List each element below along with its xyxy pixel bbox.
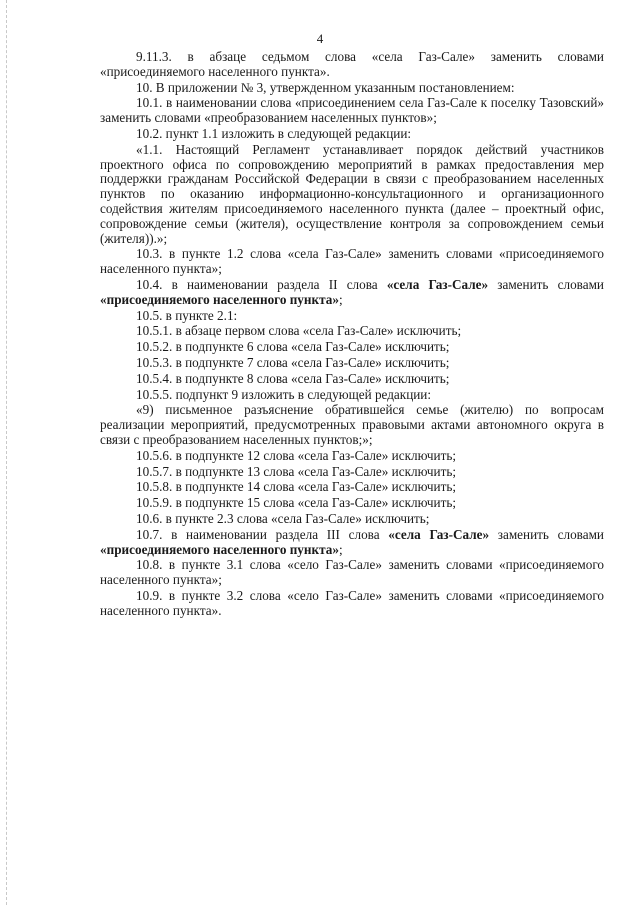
text-run: 10.5.6. в подпункте 12 слова «села Газ-Сале» исключить;	[136, 447, 457, 463]
paragraph	[100, 388, 604, 403]
text-run: 10.2. пункт 1.1 изложить в следующей редакции:	[136, 125, 412, 141]
paragraph	[100, 278, 604, 308]
paragraph	[100, 324, 604, 339]
text-run: «1.1. Настоящий Регламент устанавливает порядок действий участников проектного офиса по сопровождению мероприятий в рамках предоставления мер поддержки гражданам Российской Федерации в связи с преобразованием населенных пунктов по оказанию информационно-консультационного и организационного содействия жителям присоединяемого населенного пункта (далее – проектный офис, сопровождение семьи (жителя), осуществление контроля за сопровождением семьи (жителя)).»;	[100, 141, 604, 246]
paragraph	[100, 356, 604, 371]
document-body	[100, 50, 604, 618]
paragraph	[100, 81, 604, 96]
text-run: 10.7. в наименовании раздела III слова	[136, 526, 389, 542]
text-run: 10.5.5. подпункт 9 изложить в следующей редакции:	[136, 386, 432, 402]
paragraph	[100, 96, 604, 126]
text-run: 10.8. в пункте 3.1 слова «село Газ-Сале» заменить словами «присоединяемого населенного пункта»;	[100, 557, 604, 588]
text-run: 10.5.9. в подпункте 15 слова «села Газ-Сале» исключить;	[136, 495, 457, 511]
paragraph	[100, 496, 604, 511]
text-run: заменить словами	[488, 276, 604, 292]
paragraph	[100, 558, 604, 588]
text-run: ;	[338, 541, 343, 557]
bold-text: «присоединяемого населенного пункта»	[100, 541, 339, 557]
page-number: 4	[316, 31, 324, 46]
paragraph	[100, 528, 604, 558]
paragraph	[100, 247, 604, 277]
paragraph	[100, 340, 604, 355]
text-run: 10.5.3. в подпункте 7 слова «села Газ-Сале» исключить;	[136, 354, 450, 370]
text-run: ;	[338, 291, 343, 307]
paragraph	[100, 512, 604, 527]
text-run: заменить словами	[489, 526, 604, 542]
text-run: 10. В приложении № 3, утвержденном указанным постановлением:	[136, 79, 515, 95]
bold-text: «села Газ-Сале»	[386, 276, 489, 292]
text-run: 10.5.4. в подпункте 8 слова «села Газ-Сале» исключить;	[136, 370, 450, 386]
text-run: 10.5. в пункте 2.1:	[136, 307, 238, 323]
text-run: 10.9. в пункте 3.2 слова «село Газ-Сале» заменить словами «присоединяемого населенного пункта».	[100, 587, 604, 618]
text-run: 10.5.8. в подпункте 14 слова «села Газ-Сале» исключить;	[136, 479, 457, 495]
text-run: 10.5.2. в подпункте 6 слова «села Газ-Сале» исключить;	[136, 339, 450, 355]
paragraph	[100, 372, 604, 387]
bold-text: «присоединяемого населенного пункта»	[100, 291, 339, 307]
text-run: 10.5.1. в абзаце первом слова «села Газ-Сале» исключить;	[136, 323, 462, 339]
paragraph	[100, 480, 604, 495]
text-run: 10.4. в наименовании раздела II слова	[136, 276, 387, 292]
scan-margin-line	[6, 0, 7, 905]
paragraph	[100, 403, 604, 447]
paragraph	[100, 143, 604, 247]
text-run: 10.5.7. в подпункте 13 слова «села Газ-Сале» исключить;	[136, 463, 457, 479]
text-run: 10.6. в пункте 2.3 слова «села Газ-Сале» исключить;	[136, 510, 430, 526]
text-run: «9) письменное разъяснение обратившейся семье (жителю) по вопросам реализации мероприятий, предусмотренных правовыми актами автономного округа в связи с преобразованием населенных пунктов;»;	[100, 402, 604, 447]
paragraph	[100, 449, 604, 464]
paragraph	[100, 465, 604, 480]
paragraph	[100, 127, 604, 142]
paragraph	[100, 589, 604, 619]
paragraph	[100, 309, 604, 324]
text-run: 9.11.3. в абзаце седьмом слова «села Газ-Сале» заменить словами «присоединяемого населенного пункта».	[100, 49, 604, 79]
paragraph	[100, 50, 604, 80]
text-run: 10.1. в наименовании слова «присоединением села Газ-Сале к поселку Тазовский» заменить словами «преобразованием населенных пунктов»;	[100, 95, 604, 126]
bold-text: «села Газ-Сале»	[388, 526, 490, 542]
text-run: 10.3. в пункте 1.2 слова «села Газ-Сале» заменить словами «присоединяемого населенного пункта»;	[100, 246, 604, 277]
